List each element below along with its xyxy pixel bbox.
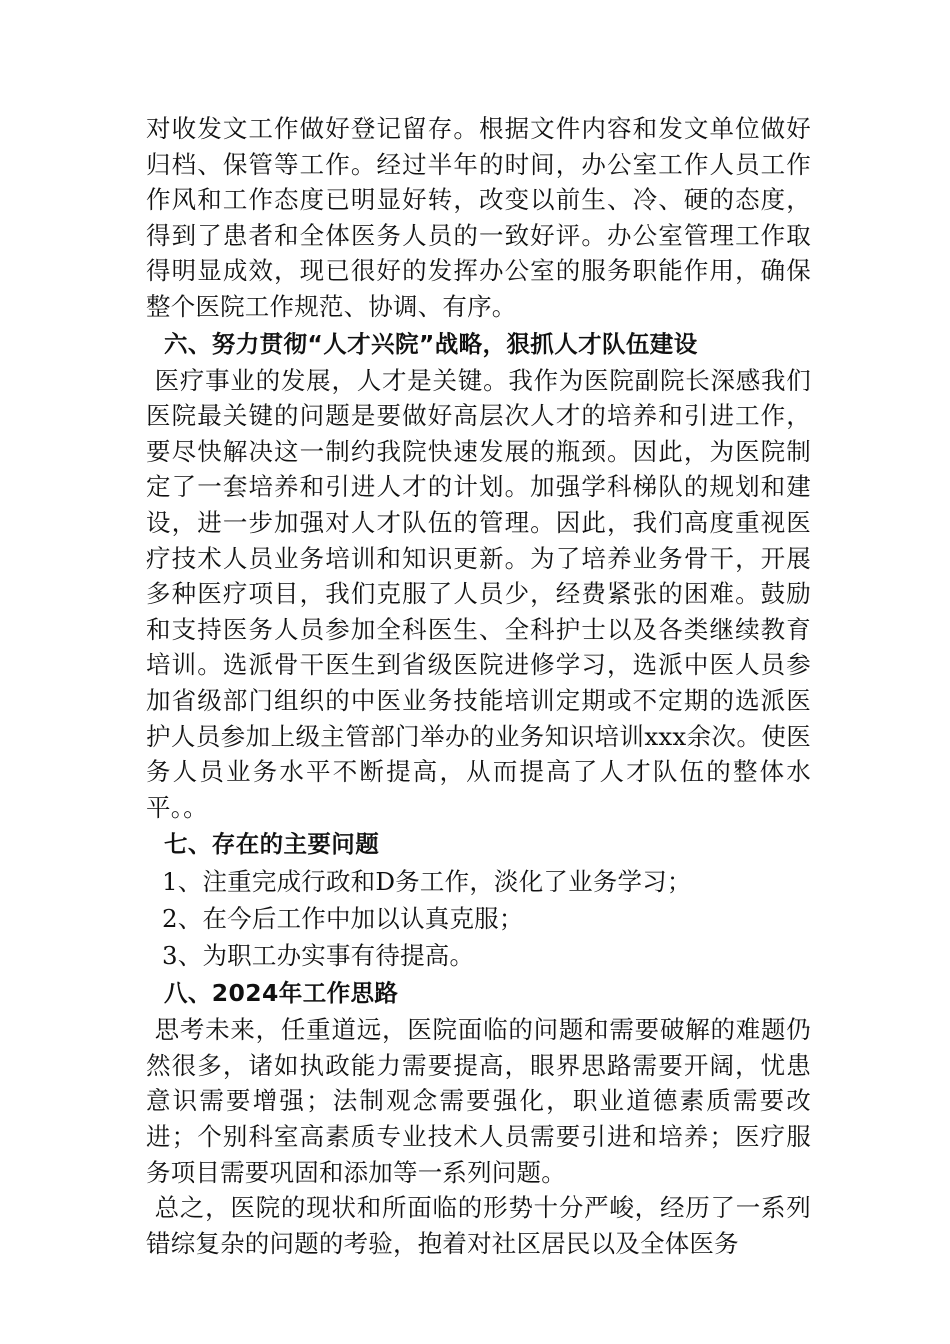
section-7-item-2: 2、在今后工作中加以认真克服； (162, 904, 524, 934)
section-7-item-3: 3、为职工办实事有待提高。 (162, 941, 475, 971)
section-6-heading: 六、努力贯彻“人才兴院”战略，狠抓人才队伍建设 (164, 329, 698, 358)
section-8-paragraph-2: 总之，医院的现状和所面临的形势十分严峻，经历了一系列错综复杂的问题的考验，抱着对社区居民以及全体医务 (146, 1193, 811, 1258)
section-8-paragraph-1: 思考未来，任重道远，医院面临的问题和需要破解的难题仍然很多，诸如执政能力需要提高，眼界思路需要开阔，忧患意识需要增强；法制观念需要强化，职业道德素质需要改进；个别科室高素质专业技术人员需要引进和培养；医疗服务项目需要巩固和添加等一系列问题。 (146, 1015, 811, 1187)
section-8-heading: 八、2024年工作思路 (164, 979, 399, 1008)
section-7-heading: 七、存在的主要问题 (164, 830, 380, 859)
document-body (146, 111, 811, 1261)
section-7-item-1: 1、注重完成行政和D务工作，淡化了业务学习； (162, 867, 692, 897)
intro-paragraph: 对收发文工作做好登记留存。根据文件内容和发文单位做好归档、保管等工作。经过半年的时间，办公室工作人员工作作风和工作态度已明显好转，改变以前生、冷、硬的态度，得到了患者和全体医务人员的一致好评。办公室管理工作取得明显成效，现已很好的发挥办公室的服务职能作用，确保整个医院工作规范、协调、有序。 (146, 114, 811, 321)
section-6-paragraph: 医疗事业的发展，人才是关键。我作为医院副院长深感我们医院最关键的问题是要做好高层次人才的培养和引进工作，要尽快解决这一制约我院快速发展的瓶颈。因此，为医院制定了一套培养和引进人才的计划。加强学科梯队的规划和建设，进一步加强对人才队伍的管理。因此，我们高度重视医疗技术人员业务培训和知识更新。为了培养业务骨干，开展多种医疗项目，我们克服了人员少，经费紧张的困难。鼓励和支持医务人员参加全科医生、全科护士以及各类继续教育培训。选派骨干医生到省级医院进修学习，选派中医人员参加省级部门组织的中医业务技能培训定期或不定期的选派医护人员参加上级主管部门举办的业务知识培训xxx余次。使医务人员业务水平不断提高，从而提高了人才队伍的整体水平。。 (146, 365, 811, 822)
